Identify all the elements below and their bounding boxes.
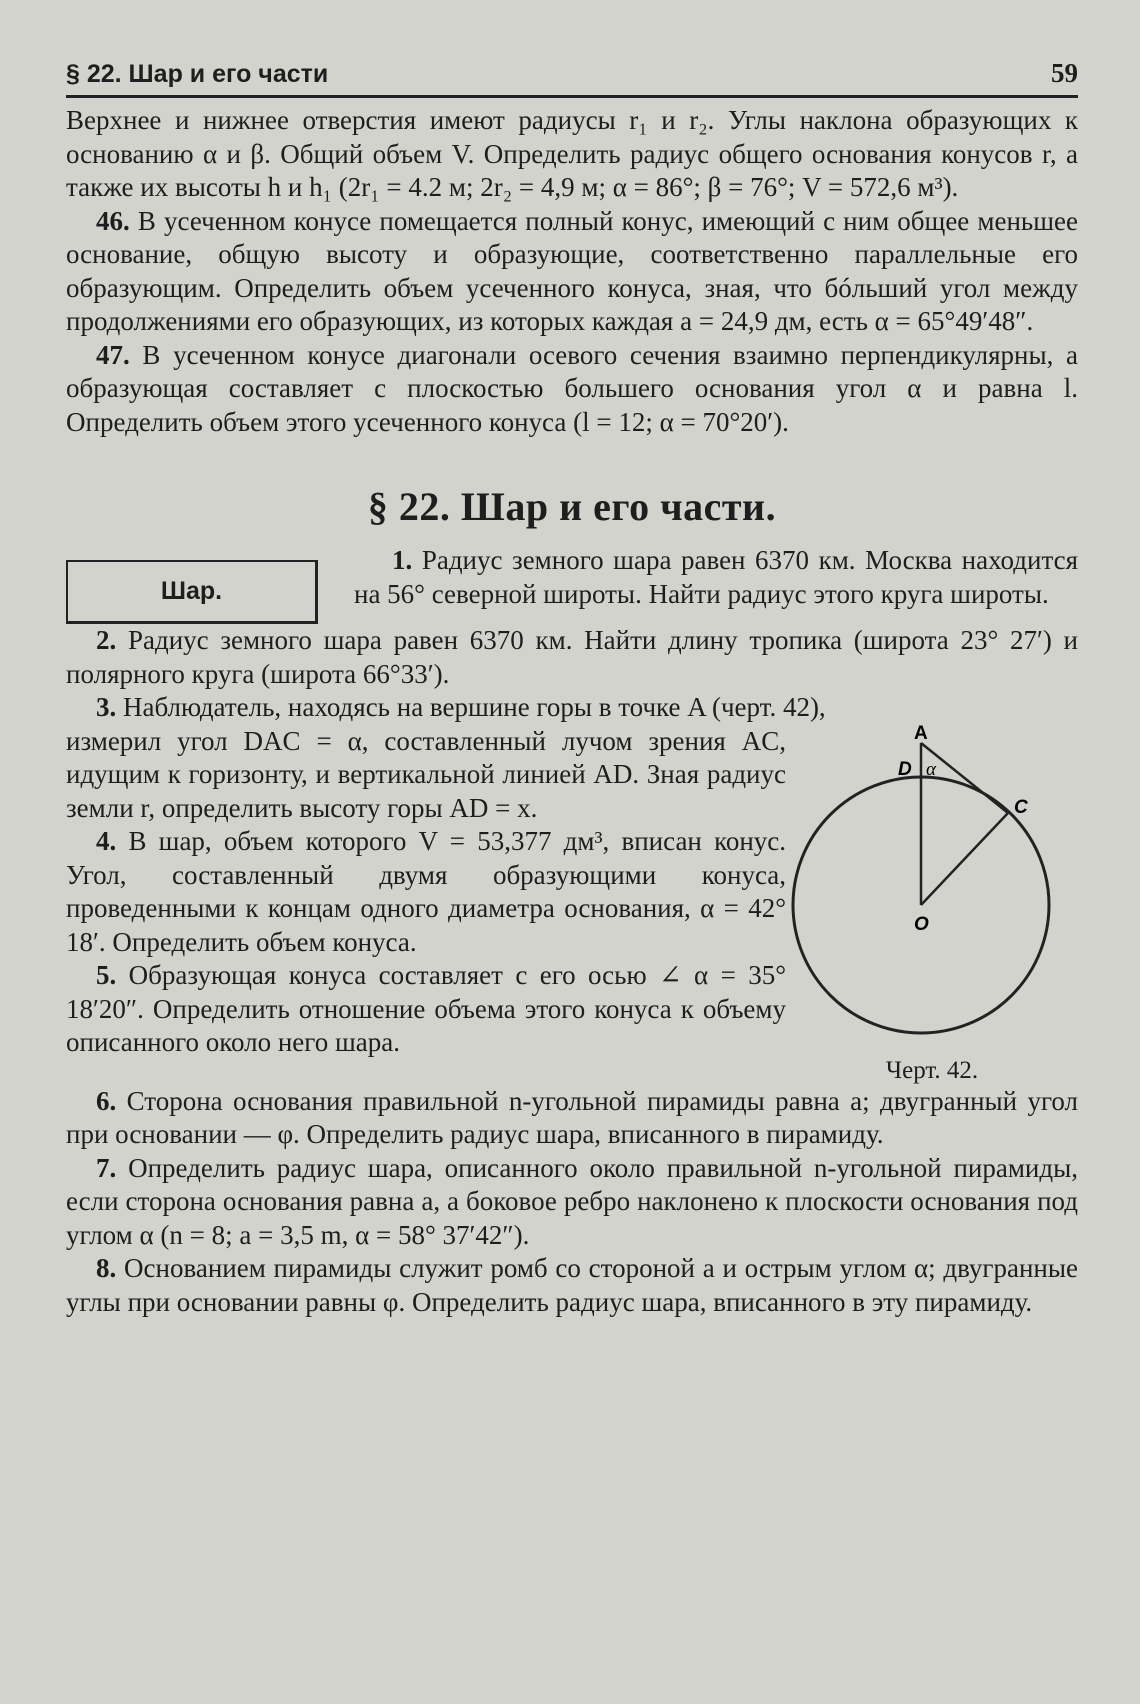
figure-caption: Черт. 42. <box>885 1056 979 1084</box>
problem-1-row <box>66 544 1078 624</box>
label-A: A <box>914 724 928 744</box>
label-C: C <box>1014 796 1028 818</box>
top-problems <box>66 104 1078 439</box>
figure-42-diagram <box>786 725 1078 1055</box>
problem-6: 6. Сторона основания правильной n-угольной пирамиды равна a; двугранный угол при основании — φ. Определить радиус шара, вписанного в пирамиду. <box>66 1085 1078 1149</box>
section-title: § 22. Шар и его части. <box>367 484 777 529</box>
problem-2: 2. Радиус земного шара равен 6370 км. Найти длину тропика (широта 23° 27′) и полярного круга (широта 66°33′). <box>66 625 1078 689</box>
problem-5: 5. Образующая конуса составляет с его осью ∠ α = 35° 18′20″. Определить отношение объема этого конуса к объему описанного около него шара. <box>66 960 787 1057</box>
subsection-box <box>66 560 318 624</box>
label-O: O <box>914 913 929 935</box>
problem-46: 46. В усеченном конусе помещается полный конус, имеющий с ним общее меньшее основание, общую высоту и образующие, соответственно параллельные его образующим. Определить объем усеченного конуса, зная, что бóльший угол между продолжениями его образующих, из которых каждая a = 24,9 дм, есть α = 65°49′48″. <box>66 205 1078 336</box>
label-alpha: α <box>926 758 936 780</box>
problem-7: 7. Определить радиус шара, описанного около правильной n-угольной пирамиды, если сторона основания равна a, а боковое ребро наклонено к плоскости основания под углом α (n = 8; a = 3,5 m, α = 58° 37′42″). <box>66 1152 1078 1250</box>
page-number: 59 <box>1051 58 1078 88</box>
problem-3-lead: 3. Наблюдатель, находясь на вершине горы в точке A (черт. 42), <box>96 692 826 722</box>
bottom-problems <box>66 1085 1078 1320</box>
problems-with-figure <box>66 725 1078 1085</box>
figure-42 <box>786 725 1078 1085</box>
problem-45-continuation: Верхнее и нижнее отверстия имеют радиусы r₁ и r₂. Углы наклона образующих к основанию α и β. Общий объем V. Определить радиус общего основания конусов r, а также их высоты h и h₁ (2r₁ = 4.2 м; 2r₂ = 4,9 м; α = 86°; β = 76°; V = 572,6 м³). <box>66 105 1078 202</box>
running-header <box>66 58 1078 98</box>
problems-left-column <box>66 725 786 1060</box>
problem-1: 1. Радиус земного шара равен 6370 км. Москва находится на 56° северной широты. Найти радиус этого круга широты. <box>354 545 1079 609</box>
header-section-label: § 22. Шар и его части <box>66 60 329 88</box>
subsection-label: Шар. <box>160 577 223 605</box>
problem-8: 8. Основанием пирамиды служит ромб со стороной a и острым углом α; двугранные углы при основании равны φ. Определить радиус шара, вписанного в эту пирамиду. <box>66 1253 1079 1317</box>
label-D: D <box>898 758 912 780</box>
problem-4: 4. В шар, объем которого V = 53,377 дм³, вписан конус. Угол, составленный двумя образующими конуса, проведенными к концам одного диаметра основания, α = 42° 18′. Определить объем конуса. <box>66 826 786 957</box>
problem-47: 47. В усеченном конусе диагонали осевого сечения взаимно перпендикулярны, а образующая составляет с плоскостью большего основания угол α и равна l. Определить объем этого усеченного конуса (l = 12; α = 70°20′). <box>66 339 1079 437</box>
radius-OC <box>921 813 1008 905</box>
problem-3-continuation: измерил угол DAC = α, составленный лучом зрения AC, идущим к горизонту, и вертикальной линией AD. Зная радиус земли r, определить высоту горы AD = x. <box>66 725 786 823</box>
